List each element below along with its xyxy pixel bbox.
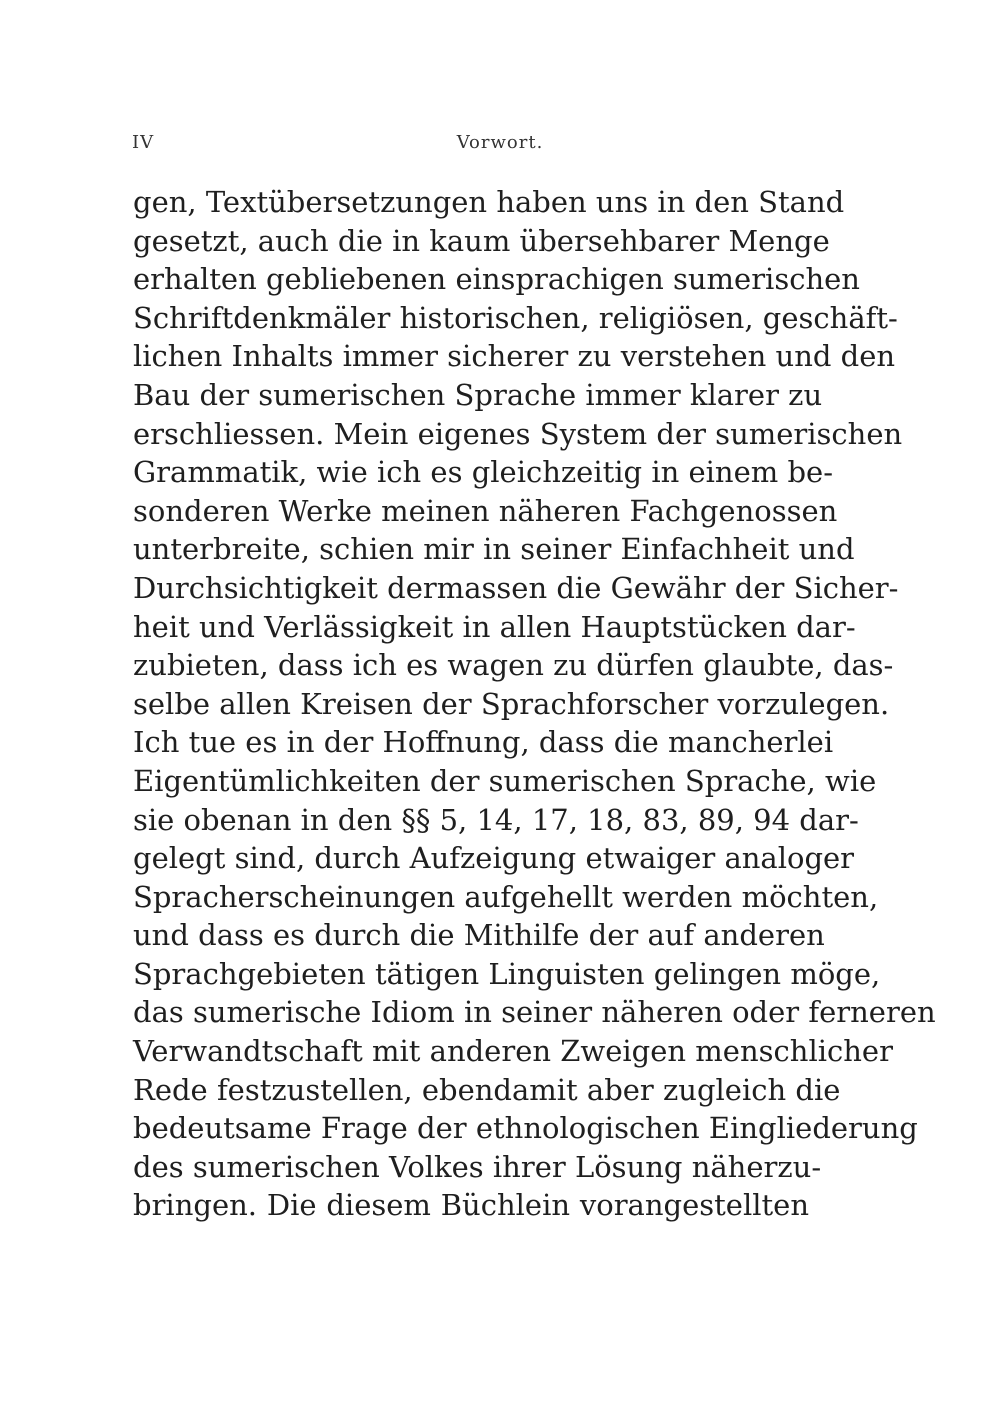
text-line: Verwandtschaft mit anderen Zweigen menschlicher	[133, 1034, 893, 1069]
text-line: Sprachgebieten tätigen Linguisten gelingen möge,	[133, 956, 881, 991]
running-title: Vorwort.	[456, 132, 544, 153]
text-line: lichen Inhalts immer sicherer zu verstehen und den	[133, 339, 896, 374]
text-line: sie obenan in den §§ 5, 14, 17, 18, 83, 89, 94 dar-	[133, 802, 859, 837]
text-line: Bau der sumerischen Sprache immer klarer zu	[133, 377, 823, 412]
page-number: IV	[132, 132, 155, 153]
body-text	[133, 183, 936, 1225]
text-line: zubieten, dass ich es wagen zu dürfen glaubte, das-	[133, 648, 894, 683]
text-line: und dass es durch die Mithilfe der auf anderen	[133, 918, 825, 953]
text-line: erschliessen. Mein eigenes System der sumerischen	[133, 416, 903, 451]
text-line: Schriftdenkmäler historischen, religiösen, geschäft-	[133, 300, 898, 335]
text-line: Rede festzustellen, ebendamit aber zugleich die	[133, 1072, 841, 1107]
text-line: bedeutsame Frage der ethnologischen Eingliederung	[133, 1111, 918, 1146]
text-line: das sumerische Idiom in seiner näheren oder ferneren	[133, 995, 936, 1030]
text-line: heit und Verlässigkeit in allen Hauptstücken dar-	[133, 609, 856, 644]
text-line: erhalten gebliebenen einsprachigen sumerischen	[133, 262, 860, 297]
text-line: Ich tue es in der Hoffnung, dass die mancherlei	[133, 725, 834, 760]
text-line: des sumerischen Volkes ihrer Lösung näherzu-	[133, 1149, 822, 1184]
text-line: sonderen Werke meinen näheren Fachgenossen	[133, 493, 838, 528]
text-line: unterbreite, schien mir in seiner Einfachheit und	[133, 532, 855, 567]
text-line: Eigentümlichkeiten der sumerischen Sprache, wie	[133, 763, 877, 798]
text-line: Grammatik, wie ich es gleichzeitig in einem be-	[133, 455, 834, 490]
text-line: gesetzt, auch die in kaum übersehbarer Menge	[133, 223, 830, 258]
text-line: gelegt sind, durch Aufzeigung etwaiger analoger	[133, 841, 855, 876]
text-line: Spracherscheinungen aufgehellt werden möchten,	[133, 879, 879, 914]
text-line: bringen. Die diesem Büchlein vorangestellten	[133, 1188, 809, 1223]
text-line: selbe allen Kreisen der Sprachforscher vorzulegen.	[133, 686, 890, 721]
text-line: gen, Textübersetzungen haben uns in den Stand	[133, 185, 845, 219]
text-line: Durchsichtigkeit dermassen die Gewähr der Sicher-	[133, 570, 899, 605]
